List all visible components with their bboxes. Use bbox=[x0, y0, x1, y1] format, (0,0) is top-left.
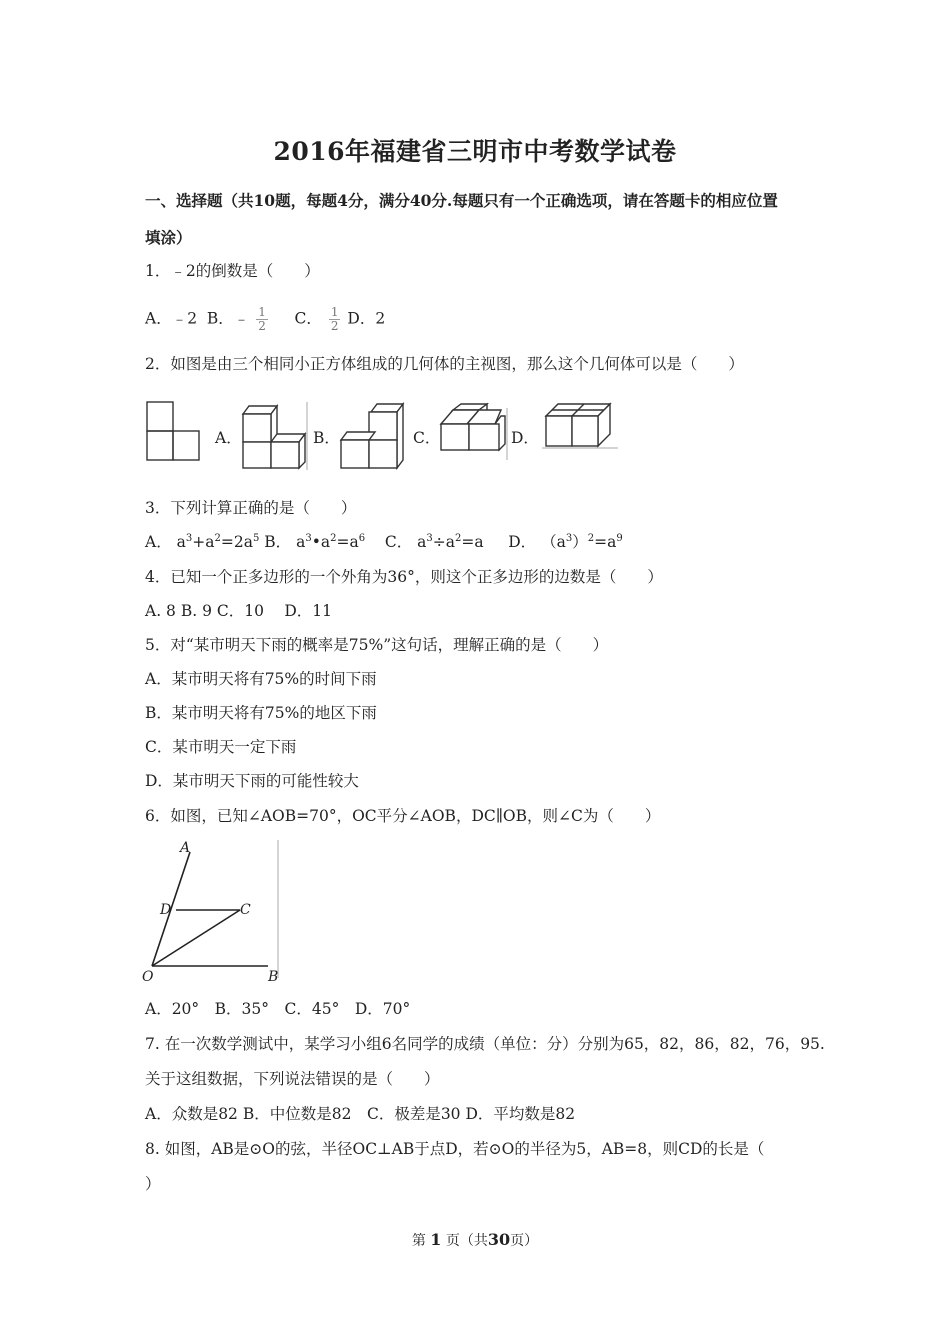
q2-stem: 2．如图是由三个相同小正方体组成的几何体的主视图，那么这个几何体可以是（ ） bbox=[145, 355, 744, 373]
q4-options: A. 8 B. 9 C．10 D．11 bbox=[145, 602, 333, 620]
q3-options bbox=[145, 531, 623, 553]
q1-fraction-b: $\frac{1}{2}$ bbox=[258, 305, 266, 333]
q5-option-d: D．某市明天下雨的可能性较大 bbox=[145, 772, 359, 790]
q2-option-c-figure bbox=[439, 402, 511, 462]
section-heading: 一、选择题（共10题，每题4分，满分40分.每题只有一个正确选项，请在答题卡的相应位置 bbox=[145, 191, 778, 210]
q2-figures bbox=[145, 398, 625, 473]
q2-label-c: C． bbox=[413, 429, 441, 447]
page-footer: 第 1 页（共30页） bbox=[411, 1230, 539, 1249]
q1-option-c: C． bbox=[294, 309, 322, 328]
q3-option-a: A． $a^3+a^2=2a^5$ bbox=[145, 533, 260, 551]
current-page-number: 1 bbox=[430, 1230, 442, 1249]
q7-stem-cont: 关于这组数据，下列说法错误的是（ ） bbox=[145, 1070, 440, 1088]
q3-stem: 3．下列计算正确的是（ ） bbox=[145, 499, 357, 517]
total-pages: 30 bbox=[487, 1230, 511, 1249]
q1-option-d: D．2 bbox=[347, 309, 386, 328]
q2-option-a-figure bbox=[239, 398, 311, 472]
q2-option-d-figure bbox=[540, 402, 620, 454]
q6-options: A．20° B．35° C．45° D．70° bbox=[145, 1000, 411, 1018]
q3-option-d: D． $(a^3)^2=a^9$ bbox=[508, 533, 623, 551]
q1-fraction-c: $\frac{1}{2}$ bbox=[330, 305, 339, 333]
q5-option-a: A．某市明天将有75%的时间下雨 bbox=[145, 670, 377, 688]
q4-stem: 4．已知一个正多边形的一个外角为36°，则这个正多边形的边数是（ ） bbox=[145, 568, 663, 586]
q1-option-b: B．﹣ bbox=[206, 309, 250, 328]
point-d-label: D bbox=[160, 902, 172, 918]
q6-stem: 6．如图，已知∠AOB=70°，OC平分∠AOB，DC∥OB，则∠C为（ ） bbox=[145, 807, 661, 825]
q2-label-d: D． bbox=[511, 429, 539, 447]
q2-label-b: B． bbox=[313, 429, 340, 447]
point-b-label: B bbox=[268, 969, 279, 985]
q3-option-c: C． $a^3\div a^2=a$ bbox=[384, 533, 484, 551]
point-o-label: O bbox=[142, 969, 154, 985]
q2-option-b-figure bbox=[339, 398, 409, 472]
page-title: 2016年福建省三明市中考数学试卷 bbox=[273, 137, 677, 166]
q1-option-a: A．﹣2 bbox=[145, 309, 198, 328]
q7-options: A．众数是82 B．中位数是82 C．极差是30 D．平均数是82 bbox=[145, 1105, 576, 1123]
q8-stem-cont: ） bbox=[145, 1175, 161, 1193]
q1-stem: 1．﹣2的倒数是（ ） bbox=[145, 262, 320, 280]
front-view-figure bbox=[145, 400, 205, 464]
q5-option-b: B．某市明天将有75%的地区下雨 bbox=[145, 704, 377, 722]
q6-angle-figure bbox=[140, 838, 290, 986]
point-a-label: A bbox=[180, 840, 191, 856]
q2-label-a: A． bbox=[215, 429, 242, 447]
point-c-label: C bbox=[240, 902, 251, 918]
section-heading-cont: 填涂） bbox=[145, 228, 192, 247]
q3-option-b: B． $a^3•a^2=a^6$ bbox=[264, 533, 366, 551]
q8-stem: 8. 如图，AB是⊙O的弦，半径OC⊥AB于点D，若⊙O的半径为5，AB=8，则CD的长是（ bbox=[145, 1140, 765, 1158]
q1-options bbox=[145, 306, 385, 333]
q5-option-c: C．某市明天一定下雨 bbox=[145, 738, 297, 756]
q7-stem: 7. 在一次数学测试中，某学习小组6名同学的成绩（单位：分）分别为65，82，86，82，76，95. bbox=[145, 1035, 825, 1053]
q5-stem: 5．对“某市明天下雨的概率是75%”这句话，理解正确的是（ ） bbox=[145, 636, 609, 654]
